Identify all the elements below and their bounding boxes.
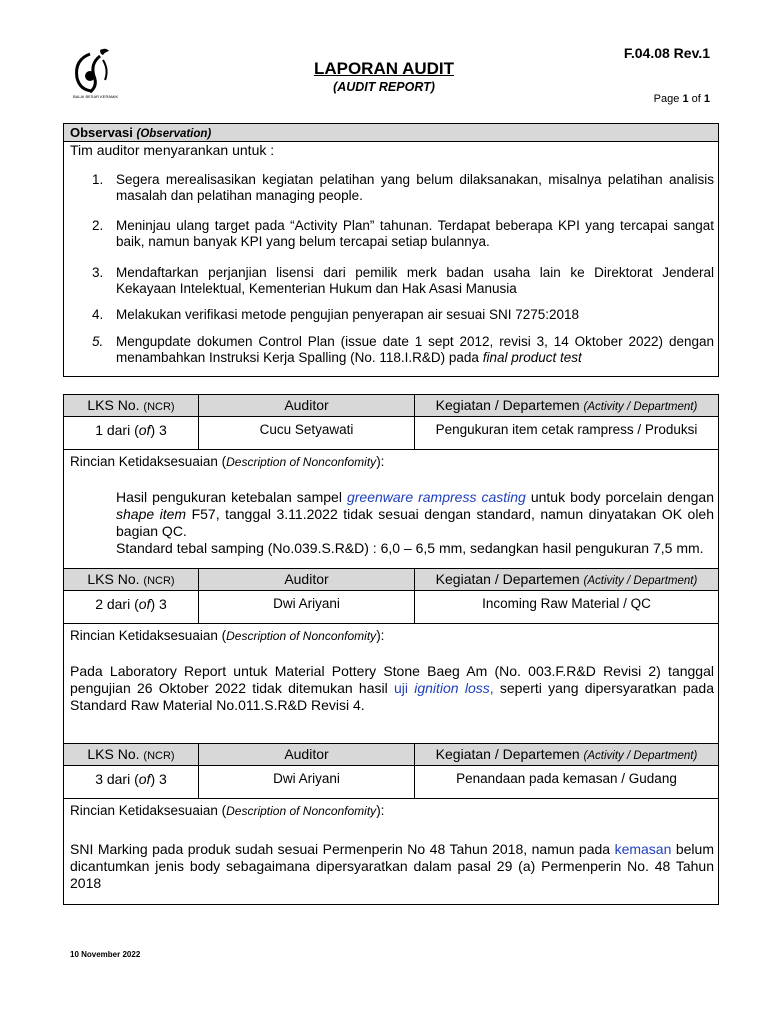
footer-date: 10 November 2022	[70, 950, 141, 959]
activity-value: Pengukuran item cetak rampress / Produksi	[435, 422, 698, 437]
observation-item	[92, 265, 714, 297]
item-number: 4.	[92, 307, 104, 322]
page-current: 1	[682, 93, 689, 105]
page-number	[654, 93, 710, 105]
auditor-header: Auditor	[199, 569, 415, 590]
observation-intro: Tim auditor menyarankan untuk :	[70, 142, 275, 158]
item-text: Meninjau ulang target pada “Activity Plan” tahunan. Terdapat beberapa KPI yang tercapai sangat baik, namun banyak KPI yang belum tercapai setiap bulannya.	[116, 218, 714, 249]
description-label: Rincian Ketidaksesuaian (Description of Nonconfomity):	[70, 628, 385, 643]
auditor-header: Auditor	[199, 395, 415, 416]
item-text: Mendaftarkan perjanjian lisensi dari pemilik merk badan usaha lain ke Direktorat Jenderal Kekayaan Intelektual, Kementerian Hukum dan Hak Asasi Manusia	[116, 265, 714, 296]
form-code: F.04.08 Rev.1	[623, 45, 710, 61]
description-label: Rincian Ketidaksesuaian (Description of Nonconfomity):	[70, 803, 385, 818]
observation-item	[92, 334, 714, 366]
activity-header: Kegiatan / Departemen (Activity / Department)	[435, 397, 698, 413]
observation-item	[92, 307, 714, 323]
item-number: 2.	[92, 218, 104, 233]
ncr-table-2	[63, 568, 719, 744]
auditor-name: Cucu Setyawati	[199, 417, 415, 449]
observation-label: Observasi	[70, 125, 133, 140]
logo-text: BALAI BESAR KERAMIK	[73, 94, 118, 99]
page-subtitle: (AUDIT REPORT)	[333, 80, 435, 94]
page-label: Page	[653, 93, 680, 105]
item-text: Mengupdate dokumen Control Plan (issue date 1 sept 2012, revisi 3, 14 Oktober 2022) dengan menambahkan Instruksi Kerja Spalling (No. 118.I.R&D) pada final product test	[116, 334, 714, 365]
ncr-value-row	[64, 417, 718, 450]
item-number: 5.	[92, 334, 104, 349]
auditor-name: Dwi Ariyani	[199, 766, 415, 798]
description-text: SNI Marking pada produk sudah sesuai Permenperin No 48 Tahun 2018, namun pada kemasan belum dicantumkan jenis body sebagaimana dipersyaratkan dalam pasal 29 (a) Permenperin No. 48 Tahun 2018	[70, 841, 714, 891]
item-text: Melakukan verifikasi metode pengujian penyerapan air sesuai SNI 7275:2018	[116, 307, 580, 322]
activity-header: Kegiatan / Departemen (Activity / Department)	[435, 571, 698, 587]
ncr-table-3	[63, 743, 719, 905]
page-of: of	[691, 93, 701, 105]
observation-section	[63, 123, 719, 377]
ncr-value-row	[64, 766, 718, 799]
lks-number: 1 dari (of) 3	[64, 417, 199, 449]
ncr-header-row	[64, 744, 718, 766]
observation-item	[92, 218, 714, 250]
activity-header: Kegiatan / Departemen (Activity / Department)	[435, 746, 698, 762]
lks-number: 2 dari (of) 3	[64, 591, 199, 623]
lks-header: LKS No. (NCR)	[64, 744, 199, 765]
page-total: 1	[703, 93, 710, 105]
ncr-table-1	[63, 394, 719, 570]
description-text: Pada Laboratory Report untuk Material Pottery Stone Baeg Am (No. 003.F.R&D Revisi 2) tanggal pengujian 26 Oktober 2022 tidak ditemukan hasil uji ignition loss, seperti yang dipersyaratkan pada Standard Raw Material No.011.S.R&D Revisi 4.	[70, 663, 714, 713]
auditor-name: Dwi Ariyani	[199, 591, 415, 623]
item-text: Segera merealisasikan kegiatan pelatihan yang belum dilaksanakan, misalnya pelatihan analisis masalah dan pelatihan managing people.	[116, 172, 714, 203]
observation-item	[92, 172, 714, 204]
description-text: Hasil pengukuran ketebalan sampel greenware rampress casting untuk body porcelain dengan shape item F57, tanggal 3.11.2022 tidak sesuai dengan standard, namun dinyatakan OK oleh bagian QC. Standard tebal samping (No.039.S.R&D) : 6,0 – 6,5 mm, sedangkan hasil pengukuran 7,5 mm.	[116, 489, 715, 556]
observation-label-en: (Observation)	[136, 128, 212, 140]
auditor-header: Auditor	[199, 744, 415, 765]
activity-value: Penandaan pada kemasan / Gudang	[456, 771, 677, 786]
lks-header: LKS No. (NCR)	[64, 395, 199, 416]
observation-header	[64, 124, 718, 142]
ncr-header-row	[64, 395, 718, 417]
lks-number: 3 dari (of) 3	[64, 766, 199, 798]
ncr-header-row	[64, 569, 718, 591]
item-number: 3.	[92, 265, 104, 280]
description-label: Rincian Ketidaksesuaian (Description of Nonconfomity):	[70, 454, 385, 469]
ncr-value-row	[64, 591, 718, 624]
activity-value: Incoming Raw Material / QC	[482, 596, 651, 611]
item-number: 1.	[92, 172, 104, 187]
page-title: LAPORAN AUDIT	[313, 59, 455, 78]
lks-header: LKS No. (NCR)	[64, 569, 199, 590]
